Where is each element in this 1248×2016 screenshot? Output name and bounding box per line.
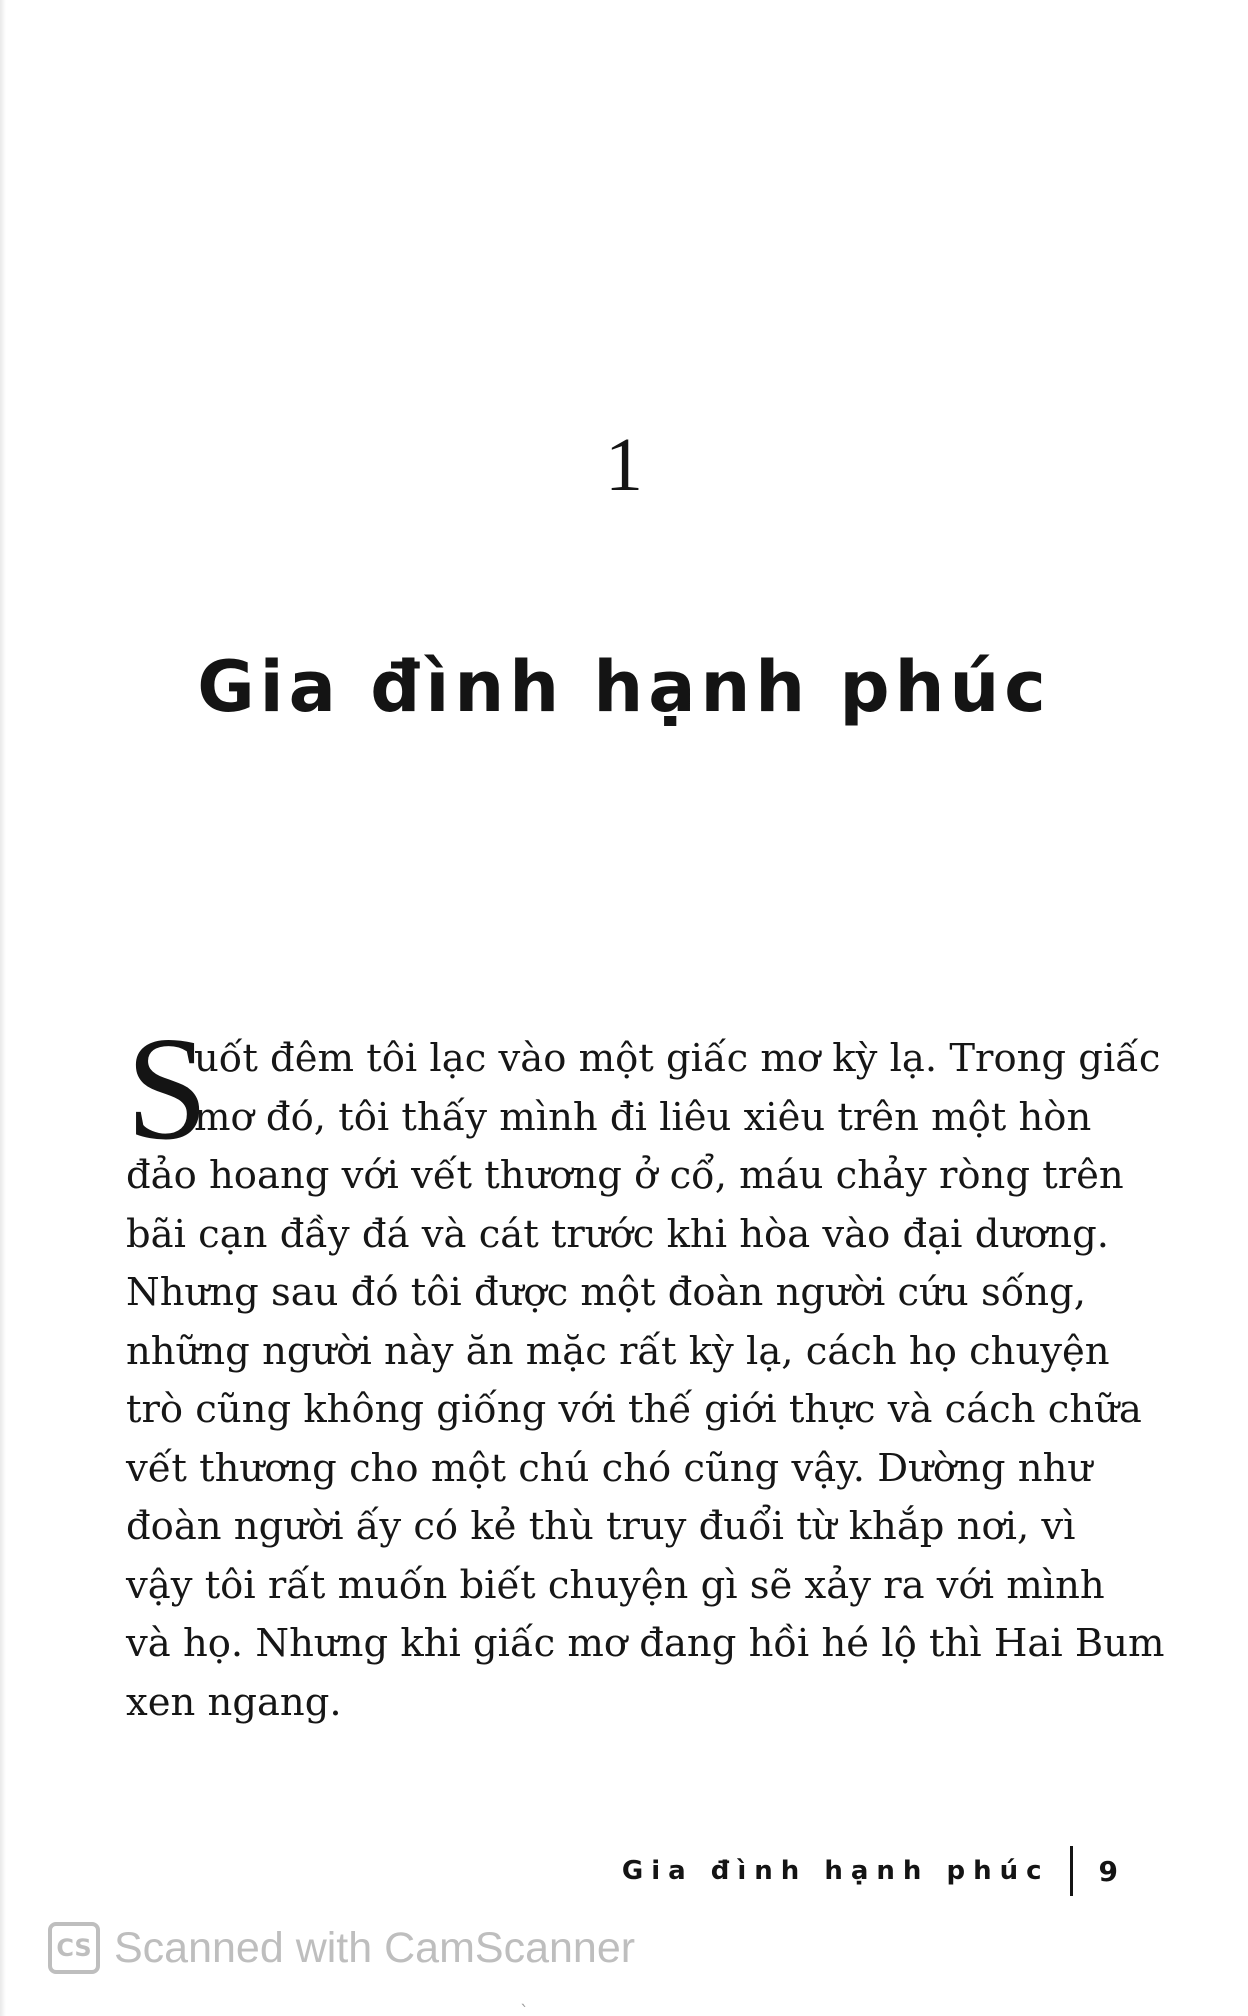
paragraph-line: bãi cạn đầy đá và cát trước khi hòa vào đại dương. (126, 1211, 1109, 1257)
paragraph-line: đoàn người ấy có kẻ thù truy đuổi từ khắp nơi, vì (126, 1504, 1076, 1549)
paragraph-line: uốt đêm tôi lạc vào một giấc mơ kỳ lạ. Trong giấc (194, 1036, 1161, 1081)
watermark-text: Scanned with CamScanner (114, 1923, 636, 1972)
camscanner-logo-icon: CS (48, 1922, 100, 1974)
paragraph-line: mơ đó, tôi thấy mình đi liêu xiêu trên một hòn (194, 1094, 1092, 1140)
paragraph-line: vậy tôi rất muốn biết chuyện gì sẽ xảy ra với mình (126, 1562, 1105, 1608)
chapter-title: Gia đình hạnh phúc (197, 646, 1051, 728)
paragraph-line: đảo hoang với vết thương ở cổ, máu chảy ròng trên (126, 1153, 1124, 1198)
paragraph-line: xen ngang. (126, 1679, 342, 1725)
camscanner-watermark (48, 1920, 635, 1976)
body-paragraph (126, 1030, 1165, 1732)
bottom-scan-mark: ` (520, 2002, 529, 2016)
page-footer (622, 1845, 1118, 1897)
running-title: Gia đình hạnh phúc (621, 1856, 1050, 1886)
paragraph-line: vết thương cho một chú chó cũng vậy. Dường như (126, 1445, 1093, 1491)
paragraph-line: Nhưng sau đó tôi được một đoàn người cứu sống, (126, 1270, 1086, 1315)
paragraph-line: và họ. Nhưng khi giấc mơ đang hồi hé lộ thì Hai Bum (126, 1621, 1165, 1666)
page-number: 9 (1098, 1854, 1118, 1888)
chapter-number: 1 (605, 423, 643, 507)
paragraph-line: trò cũng không giống với thế giới thực và cách chữa (126, 1387, 1142, 1432)
page-edge-shadow (0, 0, 6, 2016)
paragraph-line: những người này ăn mặc rất kỳ lạ, cách họ chuyện (126, 1328, 1110, 1374)
drop-cap: S (126, 1007, 209, 1171)
footer-divider (1070, 1846, 1073, 1896)
